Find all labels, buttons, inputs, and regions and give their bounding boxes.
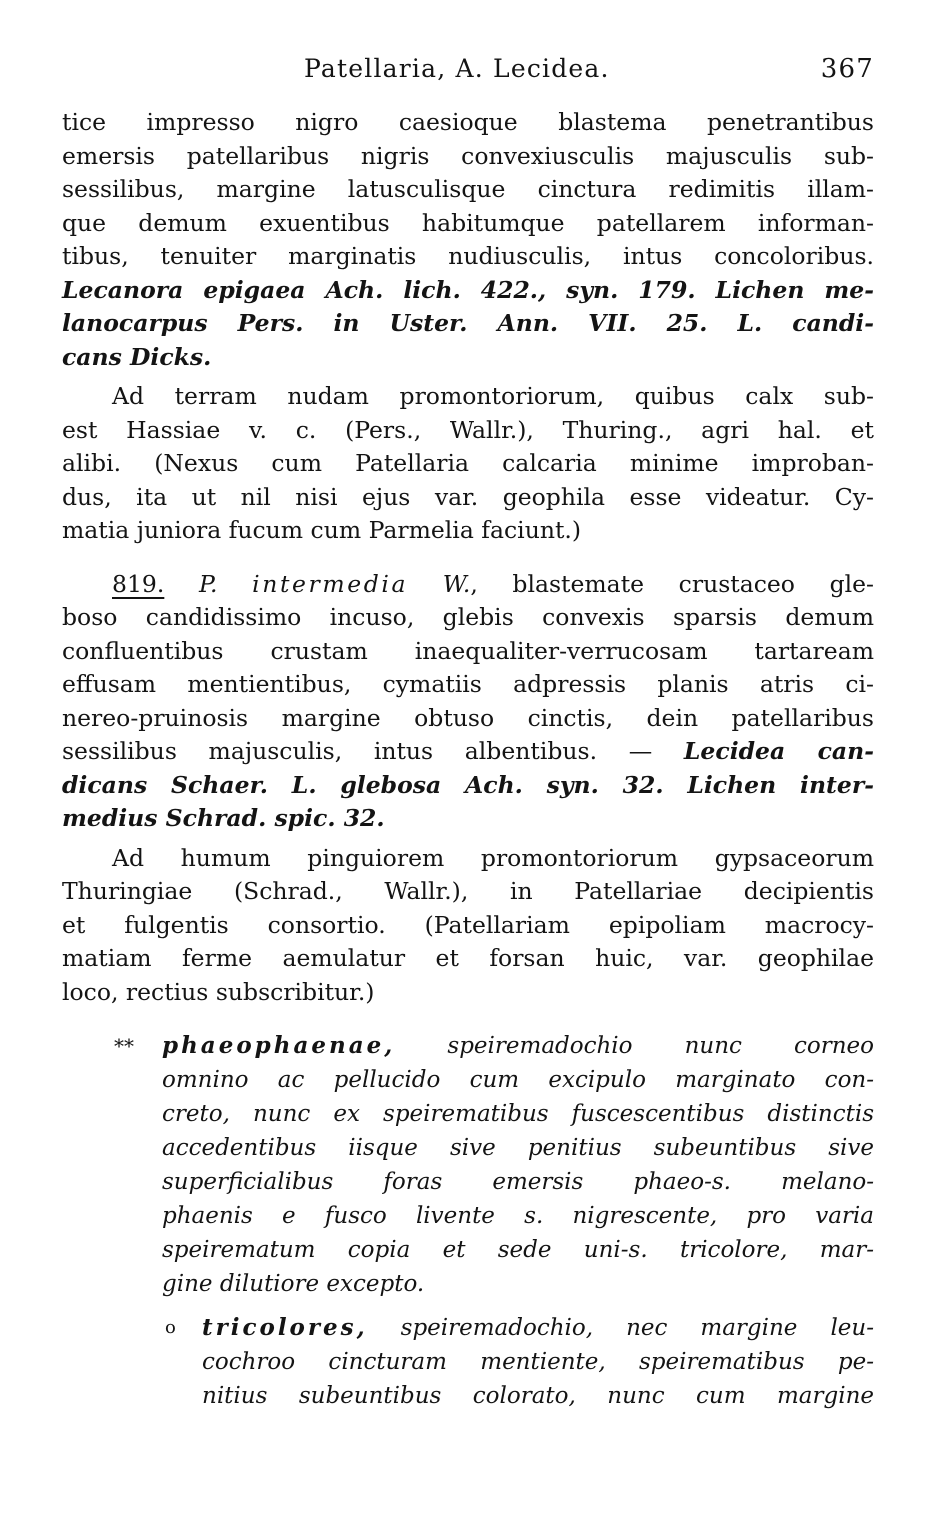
species-number: 819. [112,569,165,598]
text-line: que demum exuentibus habitumque patellarem informan- [62,208,874,237]
species-description-start: , blastemate crustaceo gle- [470,569,874,598]
synonymy-line: lanocarpus Pers. in Uster. Ann. VII. 25. L. candi- [62,309,874,337]
text-line: loco, rectius subscribitur.) [62,977,375,1006]
paragraph-description-continued [62,106,874,374]
text-line: omnino ac pellucido cum excipulo marginato con- [162,1067,874,1093]
synonymy-line: cans Dicks. [62,342,212,371]
subsection-tricolores [62,1311,874,1413]
synonymy-line: dicans Schaer. L. glebosa Ach. syn. 32. Lichen inter- [62,770,874,799]
species-heading-line [62,568,874,602]
text-line: boso candidissimo incuso, glebis convexis sparsis demum [62,603,874,631]
subsection-marker: o [165,1317,176,1338]
text-line: matia juniora fucum cum Parmelia faciunt.) [62,516,582,544]
text-line: sessilibus, margine latusculisque cinctura redimitis illam- [62,175,874,203]
section-phaeophaenae [62,1029,874,1301]
species-name: intermedia [252,569,409,598]
section-heading: phaeophaenae, [162,1032,396,1059]
text-line: confluentibus crustam inaequaliter-verrucosam tartaream [62,636,874,665]
text-line: gine dilutiore excepto. [162,1271,425,1297]
text-line: speirematum copia et sede uni-s. tricolore, mar- [162,1237,874,1263]
text-line: tibus, tenuiter marginatis nudiusculis, intus concoloribus. [62,242,874,270]
text-line: alibi. (Nexus cum Patellaria calcaria minime improban- [62,449,874,477]
text-line: et fulgentis consortio. (Patellariam epipoliam macrocy- [62,910,874,939]
paragraph-habitat [62,380,874,548]
book-page [62,48,874,1508]
text-line: effusam mentientibus, cymatiis adpressis planis atris ci- [62,670,874,698]
synonymy-line: medius Schrad. spic. 32. [62,804,385,832]
text-line: Ad terram nudam promontoriorum, quibus calx sub- [112,382,874,410]
text-line: dus, ita ut nil nisi ejus var. geophila esse videatur. Cy- [62,482,874,511]
section-heading-line [162,1029,874,1063]
text-line: est Hassiae v. c. (Pers., Wallr.), Thuring., agri hal. et [62,415,874,444]
section-marker: ** [114,1034,134,1058]
synonymy-line: Lecanora epigaea Ach. lich. 422., syn. 179. Lichen me- [62,275,874,304]
text-segment: sessilibus majusculis, intus albentibus. — [62,737,653,765]
text-line: nereo-pruinosis margine obtuso cinctis, dein patellaribus [62,703,874,732]
subsection-heading: tricolores, [202,1314,368,1341]
text-line: tice impresso nigro caesioque blastema penetrantibus [62,108,874,136]
text-line: cochroo cincturam mentiente, speirematibus pe- [202,1349,874,1375]
text-line: Ad humum pinguiorem promontoriorum gypsaceorum [112,843,874,872]
page-number: 367 [820,54,874,84]
page-header [62,48,874,94]
text-line [62,735,874,769]
running-title: Patellaria, A. Lecidea. [304,54,610,83]
text-segment: speiremadochio, nec margine leu- [400,1315,874,1341]
text-line: emersis patellaribus nigris convexiusculis majusculis sub- [62,141,874,170]
text-segment: speiremadochio nunc corneo [447,1033,875,1059]
species-author: W. [442,569,471,598]
synonymy-segment: Lecidea can- [683,737,874,765]
paragraph-habitat [62,842,874,1010]
text-line: matiam ferme aemulatur et forsan huic, var. geophilae [62,944,874,972]
text-line: accedentibus iisque sive penitius subeuntibus sive [162,1135,874,1161]
species-genus: P. [198,569,218,598]
species-entry [62,568,874,836]
subsection-heading-line [202,1311,874,1345]
text-line: Thuringiae (Schrad., Wallr.), in Patellariae decipientis [62,877,874,905]
text-line: phaenis e fusco livente s. nigrescente, pro varia [162,1203,874,1229]
text-line: nitius subeuntibus colorato, nunc cum margine [202,1383,874,1409]
text-line: creto, nunc ex speirematibus fuscescentibus distinctis [162,1101,874,1127]
text-line: superficialibus foras emersis phaeo-s. melano- [162,1169,874,1195]
